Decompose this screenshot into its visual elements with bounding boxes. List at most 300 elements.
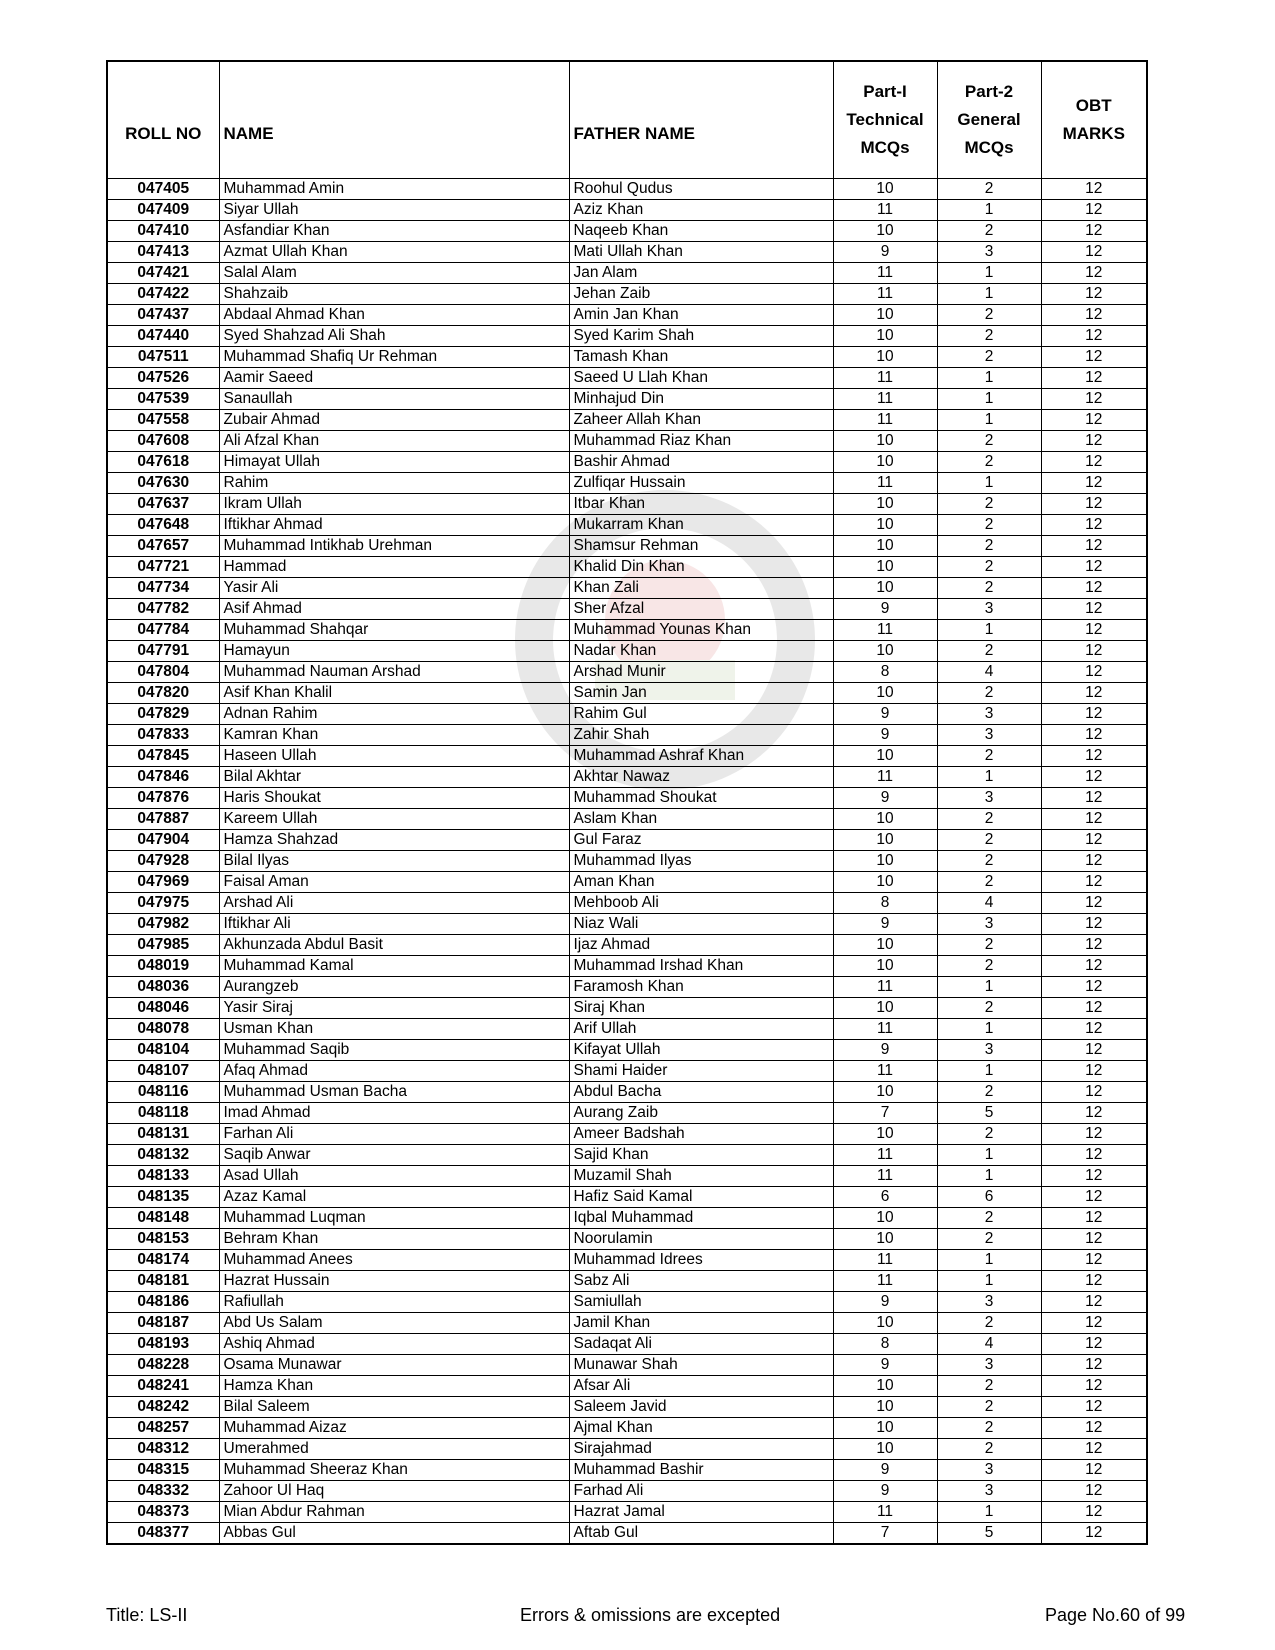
obt-marks-cell: 12 [1041,410,1147,431]
roll-no-cell: 047526 [107,368,219,389]
footer-note: Errors & omissions are excepted [520,1605,781,1625]
part1-cell: 11 [833,1019,937,1040]
table-row [107,263,1147,284]
obt-marks-cell: 12 [1041,1502,1147,1523]
father-name-cell: Muhammad Shoukat [569,788,833,809]
table-row [107,1439,1147,1460]
obt-marks-cell: 12 [1041,662,1147,683]
part2-cell: 1 [937,200,1041,221]
name-cell: Hamza Khan [219,1376,569,1397]
father-name-cell: Khan Zali [569,578,833,599]
obt-marks-cell: 12 [1041,242,1147,263]
father-name-cell: Ajmal Khan [569,1418,833,1439]
obt-marks-cell: 12 [1041,1271,1147,1292]
results-table [106,60,1148,1545]
table-row [107,914,1147,935]
father-name-cell: Ameer Badshah [569,1124,833,1145]
name-cell: Aurangzeb [219,977,569,998]
part2-cell: 2 [937,956,1041,977]
father-name-cell: Muhammad Irshad Khan [569,956,833,977]
part2-cell: 2 [937,809,1041,830]
roll-no-cell: 047648 [107,515,219,536]
table-row [107,809,1147,830]
roll-no-cell: 047618 [107,452,219,473]
part1-cell: 7 [833,1523,937,1545]
roll-no-cell: 048132 [107,1145,219,1166]
obt-marks-cell: 12 [1041,1355,1147,1376]
father-name-cell: Sajid Khan [569,1145,833,1166]
father-name-cell: Zaheer Allah Khan [569,410,833,431]
obt-marks-cell: 12 [1041,1187,1147,1208]
father-name-cell: Samin Jan [569,683,833,704]
part2-cell: 2 [937,305,1041,326]
obt-marks-cell: 12 [1041,683,1147,704]
table-row [107,767,1147,788]
part2-cell: 2 [937,872,1041,893]
table-row [107,200,1147,221]
part1-cell: 11 [833,263,937,284]
roll-no-cell: 048187 [107,1313,219,1334]
father-name-cell: Naqeeb Khan [569,221,833,242]
name-cell: Afaq Ahmad [219,1061,569,1082]
part1-cell: 10 [833,851,937,872]
father-name-cell: Muhammad Ilyas [569,851,833,872]
obt-marks-cell: 12 [1041,557,1147,578]
roll-no-cell: 048174 [107,1250,219,1271]
part1-cell: 9 [833,725,937,746]
roll-no-cell: 047630 [107,473,219,494]
table-row [107,1145,1147,1166]
father-name-cell: Saleem Javid [569,1397,833,1418]
part1-cell: 11 [833,1145,937,1166]
header-part2 [937,61,1041,179]
table-row [107,1397,1147,1418]
name-cell: Bilal Akhtar [219,767,569,788]
obt-marks-cell: 12 [1041,326,1147,347]
father-name-cell: Akhtar Nawaz [569,767,833,788]
part1-cell: 8 [833,893,937,914]
table-row [107,515,1147,536]
roll-no-cell: 047409 [107,200,219,221]
part2-cell: 2 [937,998,1041,1019]
father-name-cell: Jamil Khan [569,1313,833,1334]
obt-marks-cell: 12 [1041,1313,1147,1334]
name-cell: Muhammad Nauman Arshad [219,662,569,683]
father-name-cell: Aman Khan [569,872,833,893]
part1-cell: 10 [833,347,937,368]
table-row [107,1187,1147,1208]
obt-marks-cell: 12 [1041,1166,1147,1187]
part2-cell: 1 [937,1166,1041,1187]
table-row [107,683,1147,704]
obt-marks-cell: 12 [1041,389,1147,410]
name-cell: Abdaal Ahmad Khan [219,305,569,326]
name-cell: Asfandiar Khan [219,221,569,242]
table-row [107,830,1147,851]
name-cell: Himayat Ullah [219,452,569,473]
part2-cell: 1 [937,767,1041,788]
name-cell: Yasir Ali [219,578,569,599]
father-name-cell: Ijaz Ahmad [569,935,833,956]
part2-cell: 2 [937,347,1041,368]
part2-cell: 2 [937,1313,1041,1334]
part1-cell: 10 [833,998,937,1019]
father-name-cell: Muhammad Idrees [569,1250,833,1271]
table-row [107,473,1147,494]
roll-no-cell: 047558 [107,410,219,431]
name-cell: Siyar Ullah [219,200,569,221]
name-cell: Haseen Ullah [219,746,569,767]
father-name-cell: Hazrat Jamal [569,1502,833,1523]
table-row [107,746,1147,767]
table-row [107,1376,1147,1397]
father-name-cell: Muhammad Riaz Khan [569,431,833,452]
table-row [107,221,1147,242]
father-name-cell: Aurang Zaib [569,1103,833,1124]
name-cell: Saqib Anwar [219,1145,569,1166]
table-row [107,599,1147,620]
header-father-name: FATHER NAME [569,61,833,179]
part1-cell: 10 [833,494,937,515]
name-cell: Hamayun [219,641,569,662]
part1-cell: 10 [833,1229,937,1250]
part1-cell: 10 [833,452,937,473]
roll-no-cell: 047721 [107,557,219,578]
part2-cell: 1 [937,1061,1041,1082]
father-name-cell: Arshad Munir [569,662,833,683]
name-cell: Bilal Saleem [219,1397,569,1418]
table-row [107,1229,1147,1250]
header-roll-no: ROLL NO [107,61,219,179]
table-row [107,1040,1147,1061]
name-cell: Asad Ullah [219,1166,569,1187]
part2-cell: 2 [937,1439,1041,1460]
father-name-cell: Aziz Khan [569,200,833,221]
father-name-cell: Aftab Gul [569,1523,833,1545]
header-part1 [833,61,937,179]
table-row [107,998,1147,1019]
name-cell: Azaz Kamal [219,1187,569,1208]
name-cell: Azmat Ullah Khan [219,242,569,263]
part2-cell: 2 [937,1208,1041,1229]
obt-marks-cell: 12 [1041,515,1147,536]
name-cell: Muhammad Kamal [219,956,569,977]
obt-marks-cell: 12 [1041,914,1147,935]
name-cell: Muhammad Shafiq Ur Rehman [219,347,569,368]
part2-cell: 1 [937,1145,1041,1166]
roll-no-cell: 047413 [107,242,219,263]
obt-marks-cell: 12 [1041,1208,1147,1229]
part1-cell: 6 [833,1187,937,1208]
header-part1-line3: MCQs [860,138,910,157]
table-row [107,662,1147,683]
table-row [107,704,1147,725]
roll-no-cell: 047539 [107,389,219,410]
name-cell: Sanaullah [219,389,569,410]
table-row [107,1166,1147,1187]
part2-cell: 2 [937,1229,1041,1250]
part1-cell: 11 [833,1166,937,1187]
name-cell: Aamir Saeed [219,368,569,389]
father-name-cell: Muzamil Shah [569,1166,833,1187]
roll-no-cell: 047734 [107,578,219,599]
part1-cell: 11 [833,368,937,389]
table-row [107,326,1147,347]
name-cell: Asif Khan Khalil [219,683,569,704]
part2-cell: 2 [937,221,1041,242]
roll-no-cell: 048078 [107,1019,219,1040]
part1-cell: 10 [833,1124,937,1145]
name-cell: Muhammad Aizaz [219,1418,569,1439]
obt-marks-cell: 12 [1041,347,1147,368]
part2-cell: 2 [937,683,1041,704]
father-name-cell: Siraj Khan [569,998,833,1019]
part2-cell: 2 [937,935,1041,956]
part1-cell: 11 [833,200,937,221]
obt-marks-cell: 12 [1041,1523,1147,1545]
roll-no-cell: 047804 [107,662,219,683]
part1-cell: 10 [833,305,937,326]
roll-no-cell: 048257 [107,1418,219,1439]
obt-marks-cell: 12 [1041,1019,1147,1040]
name-cell: Muhammad Intikhab Urehman [219,536,569,557]
table-row [107,494,1147,515]
table-row [107,1355,1147,1376]
father-name-cell: Shamsur Rehman [569,536,833,557]
table-row [107,725,1147,746]
table-row [107,242,1147,263]
part2-cell: 4 [937,1334,1041,1355]
part1-cell: 10 [833,536,937,557]
table-row [107,977,1147,998]
obt-marks-cell: 12 [1041,1124,1147,1145]
part2-cell: 4 [937,662,1041,683]
father-name-cell: Mehboob Ali [569,893,833,914]
father-name-cell: Hafiz Said Kamal [569,1187,833,1208]
table-body [107,179,1147,1545]
roll-no-cell: 048118 [107,1103,219,1124]
name-cell: Adnan Rahim [219,704,569,725]
part2-cell: 2 [937,452,1041,473]
name-cell: Faisal Aman [219,872,569,893]
part2-cell: 3 [937,599,1041,620]
part2-cell: 2 [937,641,1041,662]
part1-cell: 9 [833,242,937,263]
roll-no-cell: 047637 [107,494,219,515]
name-cell: Hamza Shahzad [219,830,569,851]
name-cell: Umerahmed [219,1439,569,1460]
table-row [107,284,1147,305]
roll-no-cell: 047928 [107,851,219,872]
table-row [107,347,1147,368]
father-name-cell: Iqbal Muhammad [569,1208,833,1229]
footer-page-number: Page No.60 of 99 [1045,1605,1186,1625]
father-name-cell: Kifayat Ullah [569,1040,833,1061]
obt-marks-cell: 12 [1041,788,1147,809]
obt-marks-cell: 12 [1041,305,1147,326]
obt-marks-cell: 12 [1041,977,1147,998]
obt-marks-cell: 12 [1041,473,1147,494]
father-name-cell: Aslam Khan [569,809,833,830]
father-name-cell: Shami Haider [569,1061,833,1082]
table-row [107,1019,1147,1040]
name-cell: Iftikhar Ahmad [219,515,569,536]
part1-cell: 9 [833,704,937,725]
part1-cell: 10 [833,221,937,242]
father-name-cell: Gul Faraz [569,830,833,851]
part2-cell: 1 [937,977,1041,998]
father-name-cell: Muhammad Bashir [569,1460,833,1481]
roll-no-cell: 048186 [107,1292,219,1313]
part1-cell: 10 [833,746,937,767]
table-row [107,788,1147,809]
obt-marks-cell: 12 [1041,935,1147,956]
name-cell: Mian Abdur Rahman [219,1502,569,1523]
table-row [107,1292,1147,1313]
table-row [107,956,1147,977]
father-name-cell: Roohul Qudus [569,179,833,200]
roll-no-cell: 047410 [107,221,219,242]
father-name-cell: Syed Karim Shah [569,326,833,347]
roll-no-cell: 048241 [107,1376,219,1397]
name-cell: Kareem Ullah [219,809,569,830]
part1-cell: 10 [833,326,937,347]
roll-no-cell: 047820 [107,683,219,704]
roll-no-cell: 047608 [107,431,219,452]
roll-no-cell: 047887 [107,809,219,830]
name-cell: Abd Us Salam [219,1313,569,1334]
part2-cell: 4 [937,893,1041,914]
part2-cell: 2 [937,1124,1041,1145]
father-name-cell: Bashir Ahmad [569,452,833,473]
part1-cell: 8 [833,662,937,683]
part2-cell: 3 [937,242,1041,263]
obt-marks-cell: 12 [1041,1103,1147,1124]
part2-cell: 1 [937,620,1041,641]
roll-no-cell: 048332 [107,1481,219,1502]
part1-cell: 11 [833,620,937,641]
part1-cell: 11 [833,473,937,494]
part1-cell: 11 [833,410,937,431]
obt-marks-cell: 12 [1041,1418,1147,1439]
part2-cell: 2 [937,431,1041,452]
obt-marks-cell: 12 [1041,1250,1147,1271]
part1-cell: 11 [833,1271,937,1292]
name-cell: Muhammad Sheeraz Khan [219,1460,569,1481]
part1-cell: 10 [833,641,937,662]
table-row [107,179,1147,200]
part2-cell: 2 [937,746,1041,767]
table-row [107,389,1147,410]
obt-marks-cell: 12 [1041,830,1147,851]
obt-marks-cell: 12 [1041,851,1147,872]
obt-marks-cell: 12 [1041,1439,1147,1460]
part1-cell: 10 [833,557,937,578]
obt-marks-cell: 12 [1041,746,1147,767]
part1-cell: 10 [833,1082,937,1103]
roll-no-cell: 047440 [107,326,219,347]
father-name-cell: Nadar Khan [569,641,833,662]
roll-no-cell: 047422 [107,284,219,305]
part2-cell: 2 [937,1418,1041,1439]
part1-cell: 10 [833,515,937,536]
table-row [107,1418,1147,1439]
part2-cell: 2 [937,557,1041,578]
part2-cell: 3 [937,725,1041,746]
name-cell: Muhammad Shahqar [219,620,569,641]
part1-cell: 10 [833,431,937,452]
obt-marks-cell: 12 [1041,536,1147,557]
part2-cell: 5 [937,1103,1041,1124]
name-cell: Ashiq Ahmad [219,1334,569,1355]
roll-no-cell: 048312 [107,1439,219,1460]
name-cell: Yasir Siraj [219,998,569,1019]
roll-no-cell: 048181 [107,1271,219,1292]
part2-cell: 3 [937,1040,1041,1061]
name-cell: Farhan Ali [219,1124,569,1145]
part1-cell: 10 [833,683,937,704]
part1-cell: 10 [833,830,937,851]
obt-marks-cell: 12 [1041,1082,1147,1103]
part1-cell: 10 [833,1418,937,1439]
obt-marks-cell: 12 [1041,809,1147,830]
part2-cell: 2 [937,326,1041,347]
footer-title: Title: LS-II [106,1605,188,1625]
part2-cell: 1 [937,284,1041,305]
father-name-cell: Jehan Zaib [569,284,833,305]
part1-cell: 11 [833,977,937,998]
roll-no-cell: 047975 [107,893,219,914]
father-name-cell: Sher Afzal [569,599,833,620]
part2-cell: 2 [937,830,1041,851]
part1-cell: 9 [833,788,937,809]
table-row [107,1313,1147,1334]
roll-no-cell: 047982 [107,914,219,935]
header-obt-line1: OBT [1075,96,1112,115]
part2-cell: 2 [937,1376,1041,1397]
father-name-cell: Saeed U Llah Khan [569,368,833,389]
header-name: NAME [219,61,569,179]
roll-no-cell: 047405 [107,179,219,200]
part2-cell: 1 [937,473,1041,494]
roll-no-cell: 047846 [107,767,219,788]
obt-marks-cell: 12 [1041,1040,1147,1061]
part2-cell: 1 [937,1250,1041,1271]
part1-cell: 10 [833,872,937,893]
roll-no-cell: 048153 [107,1229,219,1250]
part1-cell: 9 [833,599,937,620]
roll-no-cell: 047421 [107,263,219,284]
part1-cell: 8 [833,1334,937,1355]
part2-cell: 1 [937,263,1041,284]
table-row [107,1250,1147,1271]
table-row [107,557,1147,578]
part1-cell: 10 [833,1313,937,1334]
table-row [107,431,1147,452]
obt-marks-cell: 12 [1041,641,1147,662]
part1-cell: 10 [833,1439,937,1460]
roll-no-cell: 047657 [107,536,219,557]
roll-no-cell: 048131 [107,1124,219,1145]
table-row [107,1502,1147,1523]
obt-marks-cell: 12 [1041,1376,1147,1397]
name-cell: Usman Khan [219,1019,569,1040]
part1-cell: 11 [833,1061,937,1082]
name-cell: Hazrat Hussain [219,1271,569,1292]
name-cell: Muhammad Amin [219,179,569,200]
part2-cell: 1 [937,1019,1041,1040]
table-row [107,935,1147,956]
